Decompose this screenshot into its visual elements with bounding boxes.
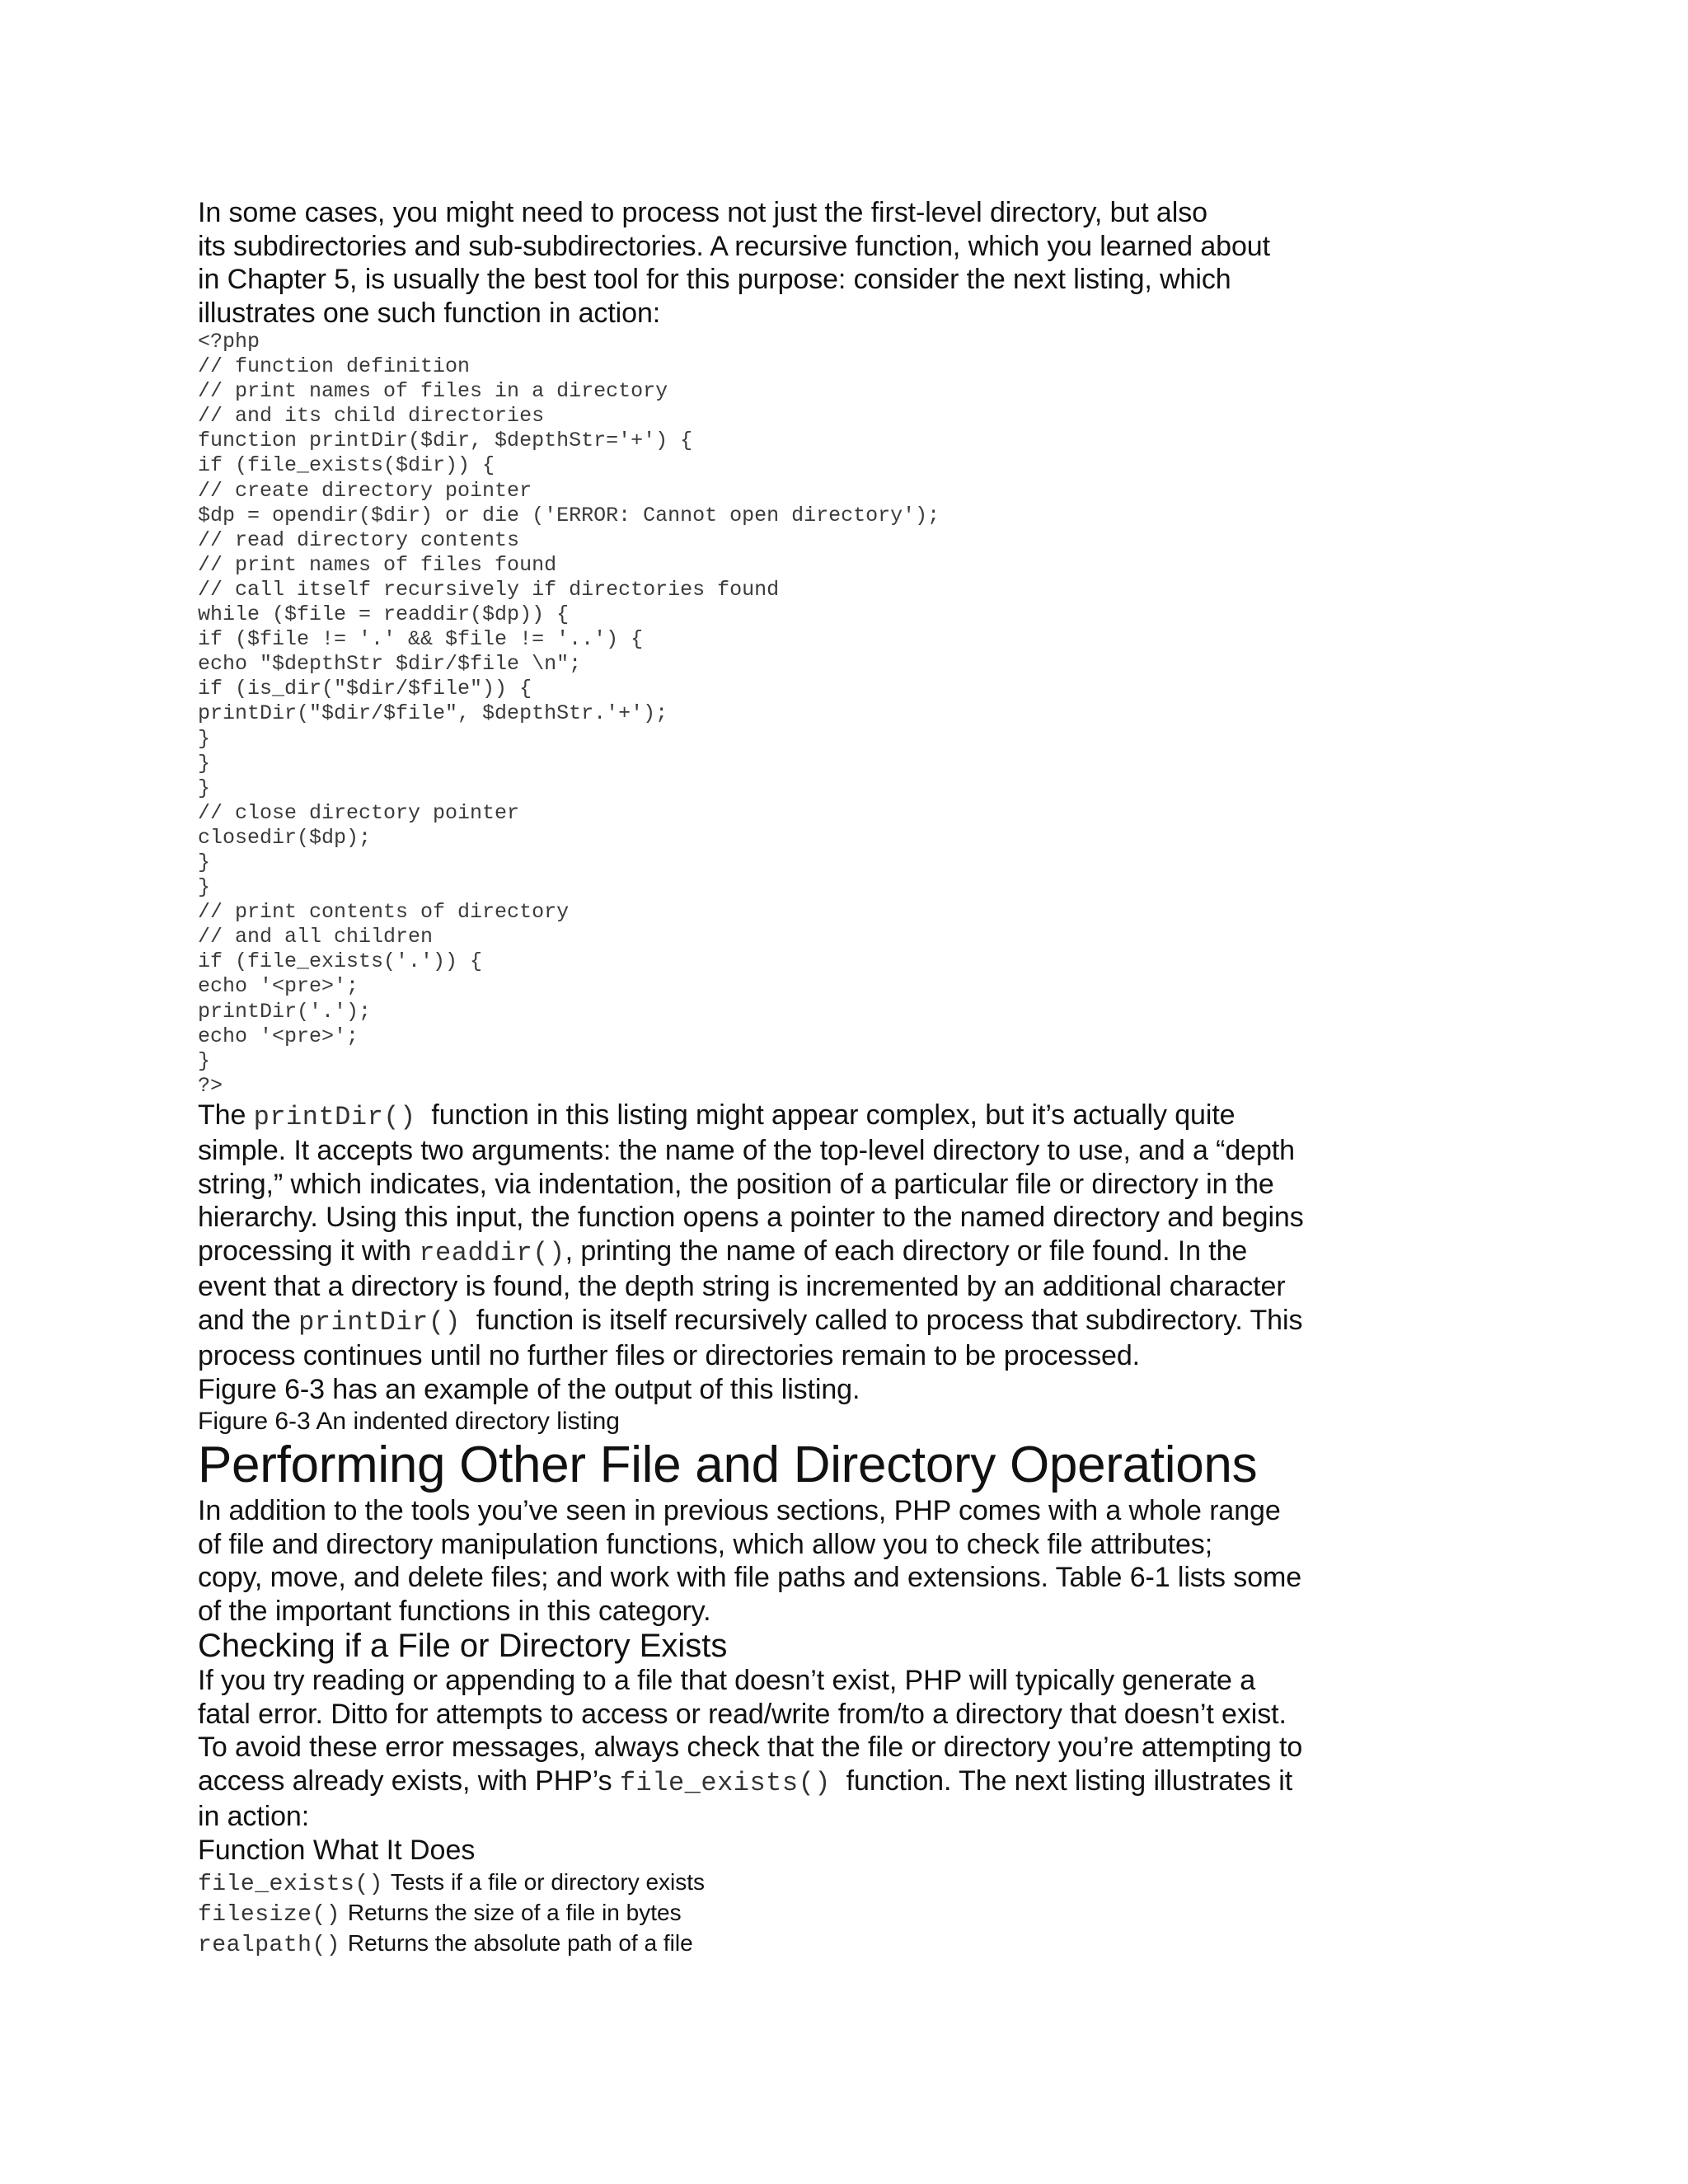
table-cell-function: realpath() xyxy=(198,1932,341,1958)
section-heading: Performing Other File and Directory Operations xyxy=(198,1436,1258,1494)
explanation-line: simple. It accepts two arguments: the name of the top-level directory to use, and a “depth xyxy=(198,1135,1295,1167)
code-line: <?php xyxy=(198,330,260,354)
code-line: function printDir($dir, $depthStr='+') { xyxy=(198,429,693,453)
section-intro-line: of file and directory manipulation functions, which allow you to check file attributes; xyxy=(198,1528,1213,1560)
explanation-line xyxy=(198,1304,1368,1340)
subsection-line xyxy=(198,1765,1368,1801)
code-line: // create directory pointer xyxy=(198,478,532,503)
intro-line: illustrates one such function in action: xyxy=(198,297,661,329)
intro-line: its subdirectories and sub-subdirectories. A recursive function, which you learned about xyxy=(198,230,1270,262)
code-line: } xyxy=(198,875,211,900)
figure-caption: Figure 6-3 An indented directory listing xyxy=(198,1408,620,1436)
explanation-text: processing it with xyxy=(198,1235,420,1267)
document-page xyxy=(198,196,1368,1958)
code-line: // print names of files found xyxy=(198,552,557,577)
function-table xyxy=(198,1867,1368,1958)
explanation-line xyxy=(198,1235,1368,1271)
explanation-text: The xyxy=(198,1099,254,1131)
subsection-line: If you try reading or appending to a file that doesn’t exist, PHP will typically generate a xyxy=(198,1665,1256,1697)
explanation-text: , printing the name of each directory or file found. In the xyxy=(565,1235,1248,1267)
subsection-text: access already exists, with PHP’s xyxy=(198,1765,620,1797)
explanation-line: string,” which indicates, via indentation, the position of a particular file or directory in the xyxy=(198,1168,1274,1200)
table-cell-function: filesize() xyxy=(198,1901,341,1928)
table-header: Function What It Does xyxy=(198,1834,476,1866)
subsection-text: function. The next listing illustrates it xyxy=(830,1765,1293,1797)
code-line: } xyxy=(198,751,211,776)
code-line: // and its child directories xyxy=(198,404,545,429)
code-line: $dp = opendir($dir) or die ('ERROR: Cannot open directory'); xyxy=(198,503,940,527)
code-line: // print contents of directory xyxy=(198,900,570,925)
explanation-text: and the xyxy=(198,1304,299,1336)
figure-reference xyxy=(198,1373,1368,1407)
explanation-line xyxy=(198,1099,1368,1135)
code-line: while ($file = readdir($dp)) { xyxy=(198,602,570,627)
code-line: // read directory contents xyxy=(198,527,520,552)
code-line: echo '<pre>'; xyxy=(198,974,359,999)
code-line: // close directory pointer xyxy=(198,800,520,825)
code-line: } xyxy=(198,726,211,751)
section-intro-line: copy, move, and delete files; and work with file paths and extensions. Table 6-1 lists some xyxy=(198,1562,1302,1594)
intro-paragraph xyxy=(198,196,1368,330)
explanation-line: process continues until no further files or directories remain to be processed. xyxy=(198,1340,1141,1372)
table-cell-function: file_exists() xyxy=(198,1871,383,1897)
table-cell-description: Tests if a file or directory exists xyxy=(390,1868,706,1895)
intro-line: In some cases, you might need to process not just the first-level directory, but also xyxy=(198,197,1207,228)
inline-code: printDir() xyxy=(298,1306,462,1338)
intro-line: in Chapter 5, is usually the best tool for this purpose: consider the next listing, which xyxy=(198,264,1231,295)
section-intro-line: of the important functions in this category. xyxy=(198,1595,711,1627)
code-line: printDir('.'); xyxy=(198,999,372,1024)
explanation-text: function in this listing might appear complex, but it’s actually quite xyxy=(415,1099,1236,1131)
inline-code: readdir() xyxy=(419,1237,565,1268)
code-listing xyxy=(198,330,1368,1099)
code-line: } xyxy=(198,776,211,800)
table-row xyxy=(198,1897,1368,1928)
code-line: // and all children xyxy=(198,925,434,949)
subsection-line: in action: xyxy=(198,1801,310,1833)
section-intro-line: In addition to the tools you’ve seen in previous sections, PHP comes with a whole range xyxy=(198,1495,1281,1527)
code-line: } xyxy=(198,850,211,874)
code-line: if (file_exists($dir)) { xyxy=(198,453,495,478)
code-line: // call itself recursively if directories found xyxy=(198,577,780,602)
table-row xyxy=(198,1928,1368,1958)
code-line: printDir("$dir/$file", $depthStr.'+'); xyxy=(198,701,668,726)
explanation-line: event that a directory is found, the depth string is incremented by an additional character xyxy=(198,1271,1286,1303)
subsection-line: fatal error. Ditto for attempts to access or read/write from/to a directory that doesn’t exist. xyxy=(198,1698,1287,1730)
table-cell-description: Returns the absolute path of a file xyxy=(347,1929,693,1956)
table-cell-description: Returns the size of a file in bytes xyxy=(347,1899,682,1925)
subsection-heading: Checking if a File or Directory Exists xyxy=(198,1628,728,1665)
table-row xyxy=(198,1867,1368,1897)
code-line: echo "$depthStr $dir/$file \n"; xyxy=(198,652,582,677)
code-line: // function definition xyxy=(198,354,471,379)
code-line: if ($file != '.' && $file != '..') { xyxy=(198,627,644,652)
code-line: } xyxy=(198,1048,211,1073)
explanation-paragraph xyxy=(198,1099,1368,1373)
subsection-line: To avoid these error messages, always check that the file or directory you’re attempting to xyxy=(198,1732,1303,1764)
inline-code: printDir() xyxy=(253,1101,416,1132)
figure-reference-text: Figure 6-3 has an example of the output of this listing. xyxy=(198,1373,860,1405)
code-line: ?> xyxy=(198,1073,223,1098)
code-line: if (file_exists('.')) { xyxy=(198,949,483,974)
code-line: if (is_dir("$dir/$file")) { xyxy=(198,677,532,701)
code-line: // print names of files in a directory xyxy=(198,379,668,404)
section-intro-paragraph xyxy=(198,1494,1368,1628)
code-line: echo '<pre>'; xyxy=(198,1024,359,1048)
inline-code: file_exists() xyxy=(619,1767,831,1798)
explanation-text: function is itself recursively called to process that subdirectory. This xyxy=(461,1304,1303,1336)
subsection-paragraph xyxy=(198,1664,1368,1834)
code-line: closedir($dp); xyxy=(198,825,372,850)
explanation-line: hierarchy. Using this input, the function opens a pointer to the named directory and begins xyxy=(198,1202,1304,1234)
